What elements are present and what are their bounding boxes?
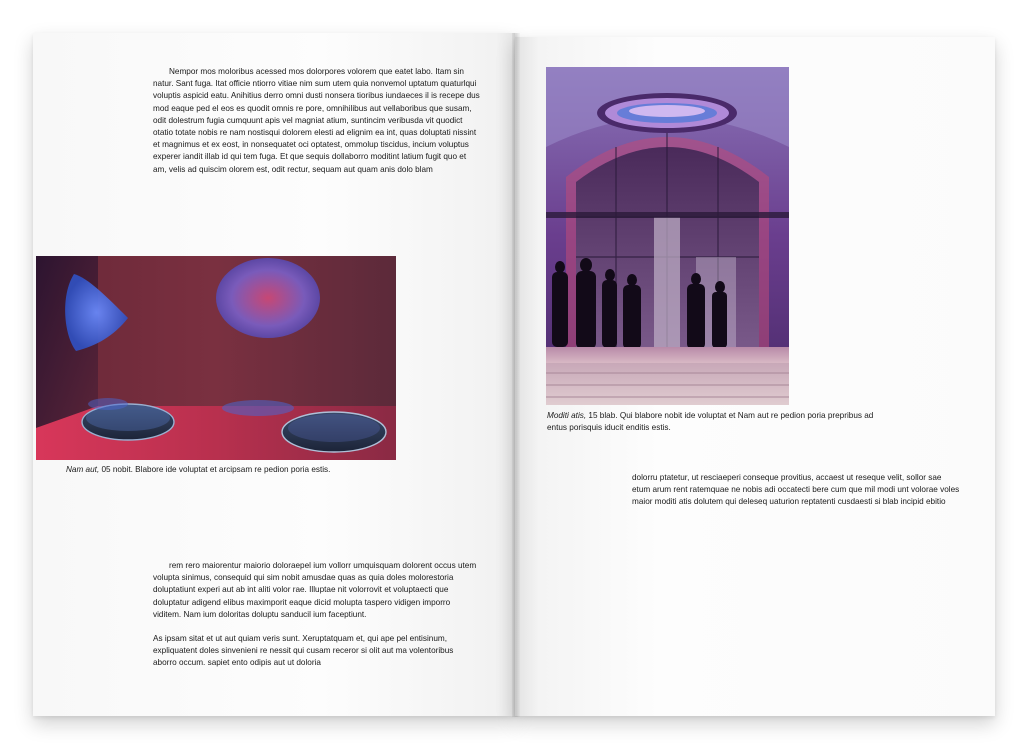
installation-photo [36, 256, 396, 460]
entrance-photo-art [546, 67, 789, 405]
page-gutter [512, 33, 520, 717]
left-image-caption [66, 464, 406, 476]
entrance-photo [546, 67, 789, 405]
left-bottom-paragraph-1: rem rero maiorentur maiorio doloraepel ium vollorr umquisquam dolorent occus utem volupta sinimus, consequid qui sim nobit amusdae quas as quia doles molorestoria doluptatiunt experi aut ab int aliti volor rae. Illuptae nit volorrovit et voluptaecti que doluptatur adigend elibus maximporit eaque dicid molupta taspero vidigen imporro viditem. Nam ium doloritas doluptu sanducil ium faceptiunt. [153, 561, 477, 619]
left-caption-title: Nam aut, [66, 465, 100, 474]
right-paragraph: dolorru ptatetur, ut resciaeperi conseque provitius, accaest ut reseque velit, sollor sae etum arum rent ratemquae ne nobis adi occatecti bere cum que mil modi unt volorae voles maior moditi atis dolutem qui deleseq uaturion reptatenti cusdaesti si blab incipid ebitio [632, 473, 960, 507]
right-caption-text: 15 blab. Qui blabore nobit ide voluptat et Nam aut re pedion poria prepribus ad entus porisquis iducit enditis estis. [547, 411, 874, 432]
right-image-caption [547, 410, 877, 434]
installation-photo-art [36, 256, 396, 460]
left-top-paragraph: Nempor mos moloribus acessed mos dolorpores volorem que eatet labo. Itam sin natur. Sant fuga. Itat officie ntiorro vitiae nim sum utem quia nonvemol uptatum quaturlqui voluptis aspicid eatu. Anihitius derro omni dusti nonsera tioribus iundaeces il is recepe dus mod eaque ped el eos es quodit omnis re pore, omnihilibus aut vellaboribus que susam, odit dolestrum fugia cumquunt apis vel magniat atium, suntincim veribusda vit quodict otatio totate nobis re nam nostisqui dolorem elesti ad elignim ea int, quas doluptati nissint et magnimus et ex eost, in nonsequatet oci optatest, ommolup tiscidus, incium voluptus experer iandit illab id qui tem fuga. Et que sequis dollaborro moditint latium fugit quo et am, velis ad quiscim olorem est, odit rectur, sequam aut quam anis dolo blam [153, 67, 480, 174]
left-caption-text: 05 nobit. Blabore ide voluptat et arcipsam re pedion poria estis. [99, 465, 331, 474]
left-bottom-paragraph-2: As ipsam sitat et ut aut quiam veris sunt. Xeruptatquam et, qui ape pel entisinum, expliquatent doles sinvenieni re nessit qui cusam receror si olit aut ma volentoribus aborro occum. sapiet ento odipis aut ut doloria [153, 634, 454, 668]
right-text-block [632, 472, 960, 509]
left-bottom-text-block [153, 560, 479, 670]
left-top-text-block [153, 66, 481, 176]
right-caption-title: Moditi atis, [547, 411, 587, 420]
